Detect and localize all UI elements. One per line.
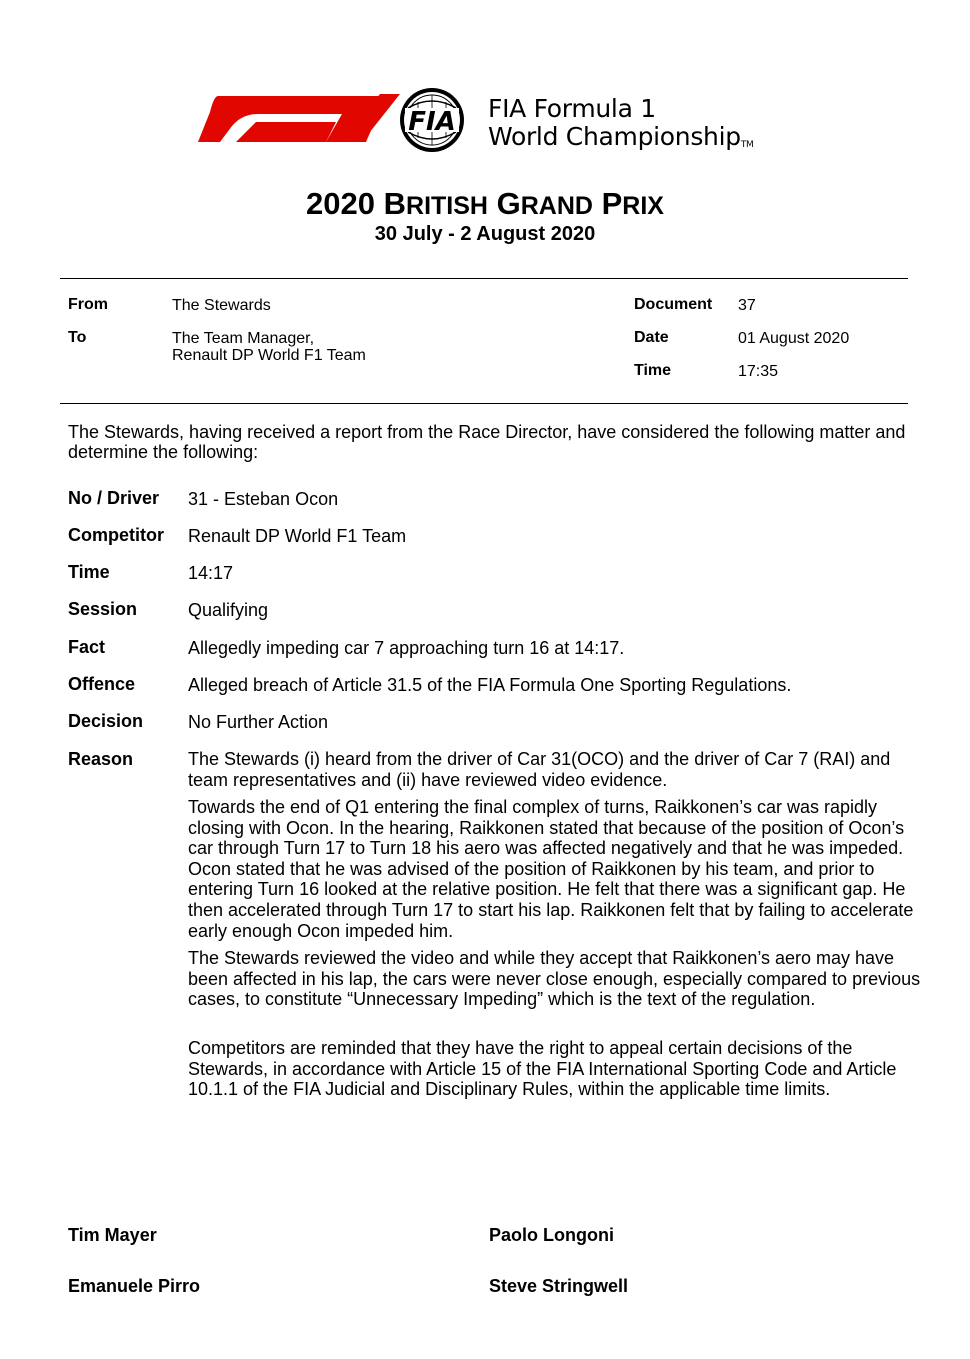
competitor-label: Competitor <box>68 525 164 545</box>
reason-label: Reason <box>68 749 134 769</box>
fia-emblem-icon <box>400 88 464 152</box>
svg-text:FIA: FIA <box>408 107 456 137</box>
logo-wordmark <box>488 95 753 159</box>
to-label: To <box>68 329 87 346</box>
offence-time-label: Time <box>68 562 110 582</box>
reason-paragraph-4: Competitors are reminded that they have the right to appeal certain decisions of the Stewards, in accordance with Article 15 of the FIA International Sporting Code and Article 10.1.1 of the FIA Judicial and Disciplinary Rules, within the applicable time limits. <box>188 1038 897 1100</box>
header-bottom-rule <box>60 403 908 404</box>
document-number: 37 <box>738 297 756 314</box>
steward-signature-1: Tim Mayer <box>68 1225 157 1245</box>
trademark-mark: TM <box>740 140 754 150</box>
steward-signature-3: Emanuele Pirro <box>68 1276 201 1296</box>
driver-label: No / Driver <box>68 488 160 508</box>
intro-paragraph: The Stewards, having received a report from the Race Director, have considered the following matter and determine the following: <box>68 422 906 462</box>
session-value: Qualifying <box>188 600 269 620</box>
decision-value: No Further Action <box>188 712 329 732</box>
reason-paragraph-3: The Stewards reviewed the video and while they accept that Raikkonen’s aero may have been affected in his lap, the cars were never close enough, especially compared to previous cases, to constitute “Unnecessary Impeding” which is the text of the regulation. <box>188 948 921 1010</box>
steward-signature-2: Paolo Longoni <box>489 1225 614 1245</box>
from-value: The Stewards <box>172 297 271 314</box>
event-title: 2020 BRITISH GRAND PRIX <box>306 186 664 221</box>
competitor-value: Renault DP World F1 Team <box>188 526 407 546</box>
logo-line-1: FIA Formula 1 <box>488 94 656 123</box>
fact-label: Fact <box>68 637 106 657</box>
reason-paragraph-2: Towards the end of Q1 entering the final complex of turns, Raikkonen’s car was rapidly closing with Ocon. In the hearing, Raikkonen stated that because of the position of Ocon’s car through Turn 17 to Turn 18 his aero was affected negatively and that he was impeded. Ocon stated that he was advised of the position of Raikkonen by his team, and prior to entering Turn 16 looked at the relative position. He felt that there was a significant gap. He then accelerated through Turn 17 to start his lap. Raikkonen felt that by failing to accelerate early enough Ocon impeded him. <box>188 797 914 941</box>
session-label: Session <box>68 599 138 619</box>
fact-value: Allegedly impeding car 7 approaching turn 16 at 14:17. <box>188 638 625 658</box>
to-value-line-1: The Team Manager, <box>172 330 315 347</box>
from-label: From <box>68 296 108 313</box>
time-label: Time <box>634 362 672 379</box>
date-value: 01 August 2020 <box>738 330 850 347</box>
event-dates: 30 July - 2 August 2020 <box>374 223 596 245</box>
driver-value: 31 - Esteban Ocon <box>188 489 339 509</box>
offence-time-value: 14:17 <box>188 563 234 583</box>
date-label: Date <box>634 329 669 346</box>
to-value-line-2: Renault DP World F1 Team <box>172 347 366 364</box>
offence-label: Offence <box>68 674 136 694</box>
reason-paragraph-1: The Stewards (i) heard from the driver of Car 31(OCO) and the driver of Car 7 (RAI) and team representatives and (ii) have reviewed video evidence. <box>188 749 891 790</box>
time-value: 17:35 <box>738 363 779 380</box>
header-top-rule <box>60 278 908 279</box>
logo-line-2-text: World Championship <box>488 122 741 151</box>
logo-line-2 <box>488 123 753 159</box>
document-label: Document <box>634 296 713 313</box>
decision-label: Decision <box>68 711 144 731</box>
steward-signature-4: Steve Stringwell <box>489 1276 629 1296</box>
offence-value: Alleged breach of Article 31.5 of the FIA Formula One Sporting Regulations. <box>188 675 792 695</box>
